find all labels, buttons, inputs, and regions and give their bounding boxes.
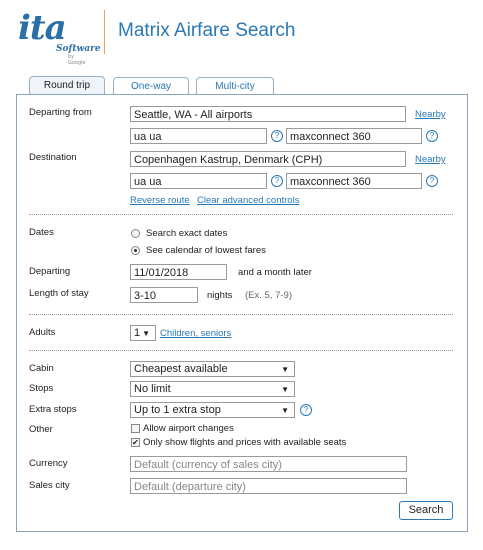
logo-text: ita: [18, 8, 66, 48]
adults-select-value: 1: [134, 327, 141, 339]
chevron-down-icon: ▼: [281, 406, 289, 415]
destination-nearby-link[interactable]: Nearby: [415, 154, 446, 165]
help-icon[interactable]: ?: [271, 175, 283, 187]
currency-input[interactable]: Default (currency of sales city): [130, 456, 407, 472]
chevron-down-icon: ▼: [281, 365, 289, 374]
cabin-label: Cabin: [29, 363, 54, 374]
destination-extension-input[interactable]: maxconnect 360: [286, 173, 422, 189]
destination-input[interactable]: Copenhagen Kastrup, Denmark (CPH): [130, 151, 406, 167]
logo-subtext: Software: [56, 44, 101, 54]
exact-dates-label: Search exact dates: [146, 228, 228, 239]
adults-select[interactable]: [130, 325, 156, 341]
clear-advanced-link[interactable]: Clear advanced controls: [197, 195, 300, 206]
extra-stops-select-value: Up to 1 extra stop: [134, 404, 221, 416]
departing-label: Departing: [29, 266, 71, 277]
stops-select[interactable]: [130, 381, 295, 397]
section-divider: [29, 314, 453, 315]
section-divider: [29, 214, 453, 215]
departing-extension-input[interactable]: maxconnect 360: [286, 128, 422, 144]
calendar-label: See calendar of lowest fares: [146, 245, 266, 256]
length-of-stay-label: Length of stay: [29, 288, 89, 299]
length-of-stay-hint: (Ex. 5, 7-9): [245, 290, 292, 301]
radio-calendar[interactable]: [131, 246, 140, 255]
departing-from-input[interactable]: Seattle, WA - All airports: [130, 106, 406, 122]
radio-exact-dates[interactable]: [131, 229, 140, 238]
dates-label: Dates: [29, 227, 54, 238]
cabin-select[interactable]: [130, 361, 295, 377]
sales-city-label: Sales city: [29, 480, 70, 491]
tab-round-trip[interactable]: Round trip: [29, 76, 105, 96]
adults-label: Adults: [29, 327, 56, 338]
departing-nearby-link[interactable]: Nearby: [415, 109, 446, 120]
extra-stops-label: Extra stops: [29, 404, 77, 415]
destination-routing-input[interactable]: ua ua: [130, 173, 267, 189]
allow-airport-changes-label: Allow airport changes: [143, 423, 234, 434]
section-divider: [29, 350, 453, 351]
departing-routing-input[interactable]: ua ua: [130, 128, 267, 144]
tab-multi-city[interactable]: Multi-city: [196, 77, 274, 96]
sales-city-input[interactable]: Default (departure city): [130, 478, 407, 494]
search-form-panel: [16, 94, 468, 532]
checkmark-icon: ✔: [132, 438, 139, 447]
ita-logo: [12, 8, 101, 66]
page-title: Matrix Airfare Search: [118, 20, 296, 41]
departing-date-input[interactable]: 11/01/2018: [130, 264, 227, 280]
help-icon[interactable]: ?: [426, 175, 438, 187]
children-seniors-link[interactable]: Children, seniors: [160, 328, 232, 339]
length-of-stay-input[interactable]: 3-10: [130, 287, 198, 303]
chevron-down-icon: ▼: [142, 329, 150, 338]
chevron-down-icon: ▼: [281, 385, 289, 394]
departing-suffix: and a month later: [238, 267, 312, 278]
only-available-checkbox[interactable]: [131, 438, 140, 447]
destination-label: Destination: [29, 152, 77, 163]
stops-label: Stops: [29, 383, 54, 394]
help-icon[interactable]: ?: [426, 130, 438, 142]
nights-label: nights: [207, 290, 233, 301]
header-divider: [104, 10, 105, 54]
help-icon[interactable]: ?: [300, 404, 312, 416]
search-button[interactable]: Search: [399, 501, 453, 520]
tab-one-way[interactable]: One-way: [113, 77, 189, 96]
other-label: Other: [29, 424, 53, 435]
allow-airport-changes-checkbox[interactable]: [131, 424, 140, 433]
departing-from-label: Departing from: [29, 107, 92, 118]
only-available-label: Only show flights and prices with available seats: [143, 437, 347, 448]
currency-label: Currency: [29, 458, 68, 469]
stops-select-value: No limit: [134, 383, 171, 395]
logo-byline: by Google: [68, 54, 86, 66]
cabin-select-value: Cheapest available: [134, 363, 228, 375]
reverse-route-link[interactable]: Reverse route: [130, 195, 190, 206]
help-icon[interactable]: ?: [271, 130, 283, 142]
extra-stops-select[interactable]: [130, 402, 295, 418]
